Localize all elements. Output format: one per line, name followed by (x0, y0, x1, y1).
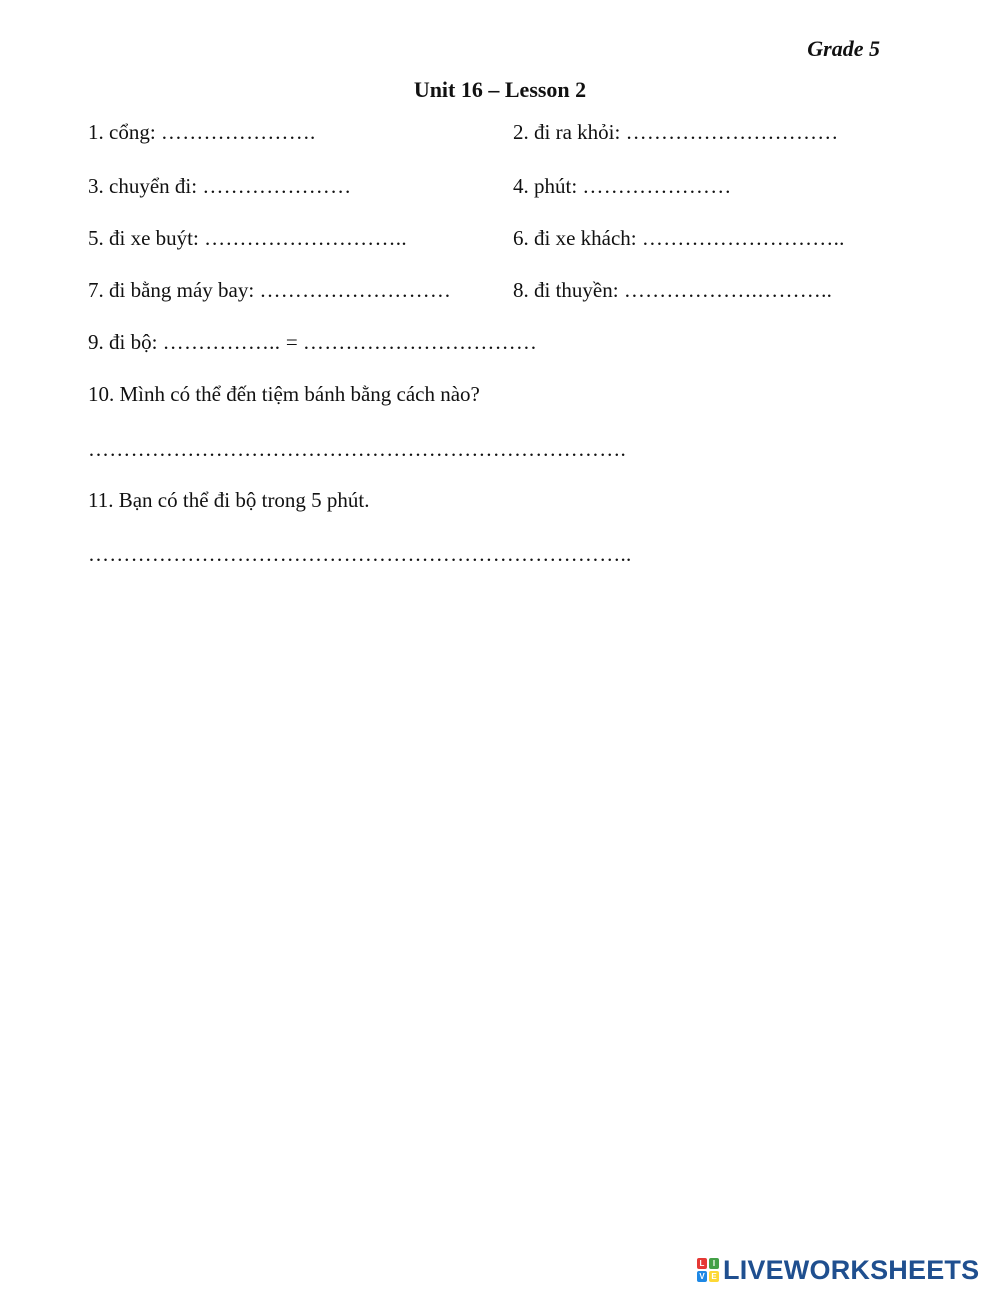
item-8 (513, 277, 832, 303)
answer-blank[interactable]: ……………………….. (204, 226, 407, 250)
item-label: 1. cổng: (88, 120, 161, 144)
item-5 (88, 225, 407, 251)
item-4 (513, 173, 732, 199)
item-6 (513, 225, 845, 251)
answer-blank[interactable]: ……………………….. (641, 226, 845, 250)
answer-blank[interactable]: ……………………… (259, 278, 452, 302)
logo-cell: L (697, 1258, 707, 1269)
brand-logo-icon (696, 1257, 720, 1283)
item-9 (88, 329, 537, 355)
answer-blank[interactable]: ………………………… (625, 120, 839, 144)
answer-blank[interactable]: …………………………… (302, 330, 538, 354)
question-10: 10. Mình có thể đến tiệm bánh bằng cách nào? (88, 382, 480, 406)
item-label: 6. đi xe khách: (513, 226, 642, 250)
item-2 (513, 119, 839, 145)
item-label: 3. chuyển đi: (88, 174, 203, 198)
brand-name: LIVEWORKSHEETS (723, 1254, 980, 1285)
item-label: 4. phút: (513, 174, 583, 198)
answer-blank[interactable]: ………………… (202, 174, 352, 198)
page-title: Unit 16 – Lesson 2 (413, 77, 587, 102)
answer-blank[interactable]: ……………….……….. (623, 278, 833, 302)
item-label: 2. đi ra khỏi: (513, 120, 626, 144)
liveworksheets-brand (696, 1256, 996, 1284)
item-1 (88, 119, 316, 145)
equals-sign: = (285, 330, 303, 354)
item-7 (88, 277, 451, 303)
answer-line-11[interactable]: ………………………………………………………………….. (88, 542, 632, 566)
answer-line-10[interactable]: …………………………………………………………………. (88, 437, 627, 461)
answer-blank[interactable]: ………………… (582, 174, 732, 198)
logo-cell: E (709, 1271, 719, 1282)
item-label: 8. đi thuyền: (513, 278, 624, 302)
item-3 (88, 173, 351, 199)
grade-label: Grade 5 (807, 36, 880, 61)
answer-blank[interactable]: …………………. (160, 120, 316, 144)
logo-cell: V (697, 1271, 707, 1282)
item-label: 5. đi xe buýt: (88, 226, 205, 250)
logo-cell: I (709, 1258, 719, 1269)
question-11: 11. Bạn có thể đi bộ trong 5 phút. (88, 488, 370, 512)
answer-blank[interactable]: …………….. (162, 330, 286, 354)
item-label: 7. đi bằng máy bay: (88, 278, 260, 302)
item-label: 9. đi bộ: (88, 330, 163, 354)
